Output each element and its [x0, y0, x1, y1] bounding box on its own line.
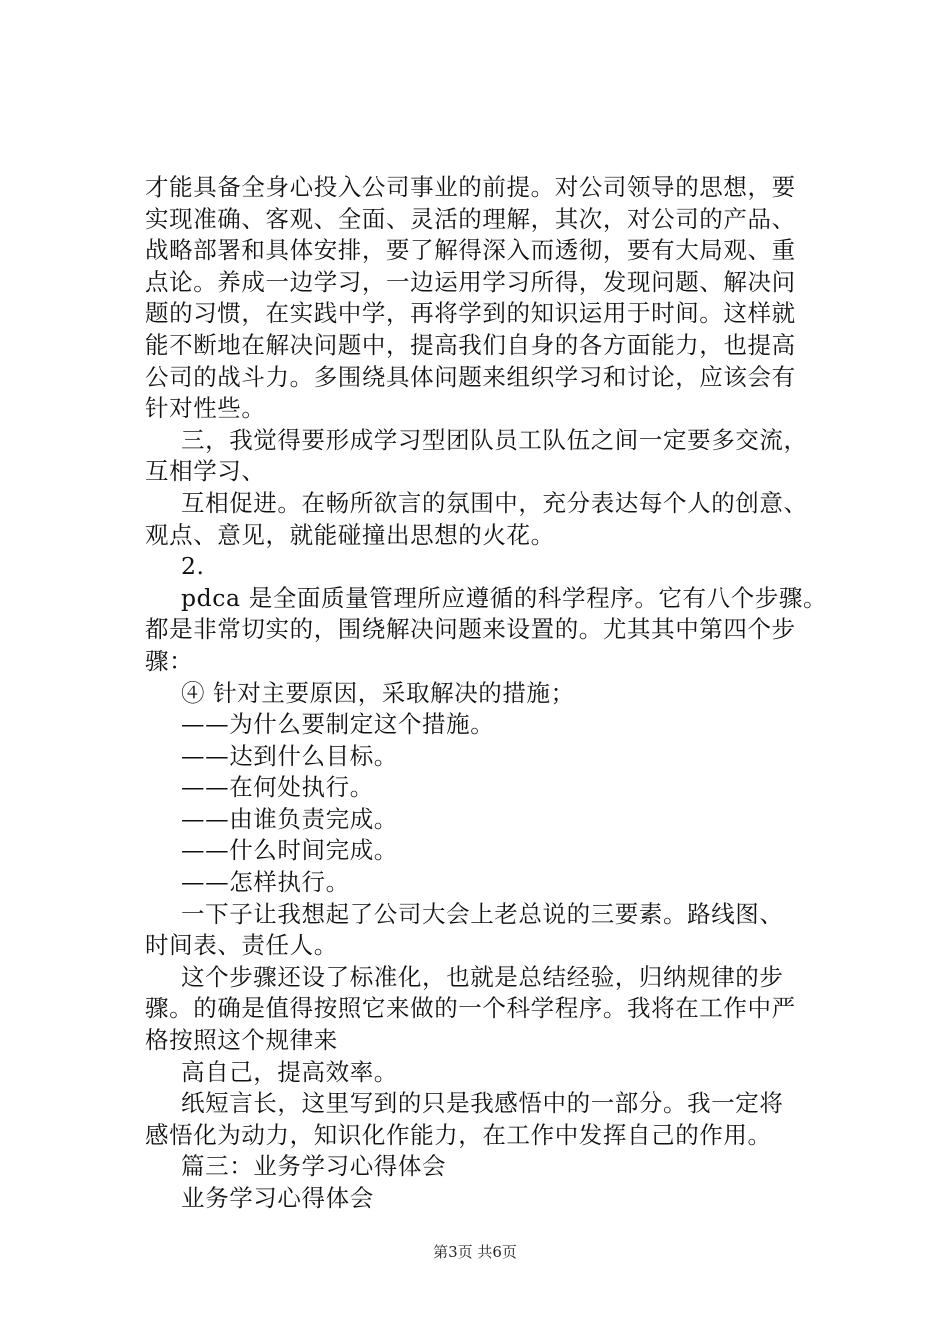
text-line: ——为什么要制定这个措施。: [181, 710, 495, 739]
text-line: 公司的战斗力。多围绕具体问题来组织学习和讨论，应该会有: [145, 362, 796, 391]
text-line: ——由谁负责完成。: [181, 804, 398, 833]
text-line: 都是非常切实的，围绕解决问题来设置的。尤其其中第四个步: [145, 615, 796, 644]
text-line: 感悟化为动力，知识化作能力，在工作中发挥自己的作用。: [145, 1120, 772, 1149]
text-line: 互相学习、: [145, 457, 266, 486]
document-body: [145, 172, 845, 1215]
text-line: 高自己，提高效率。: [181, 1057, 398, 1086]
text-line: 篇三：业务学习心得体会: [181, 1152, 447, 1181]
text-line: 三，我觉得要形成学习型团队员工队伍之间一定要多交流，: [181, 425, 808, 454]
text-line: ——什么时间完成。: [181, 836, 398, 865]
page-footer: 第3页 共6页: [433, 1243, 517, 1261]
text-line: 题的习惯，在实践中学，再将学到的知识运用于时间。这样就: [145, 299, 796, 328]
text-line: pdca 是全面质量管理所应遵循的科学程序。它有八个步骤。: [181, 583, 828, 612]
text-line: 时间表、责任人。: [145, 931, 338, 960]
text-line: 2.: [181, 552, 205, 581]
text-line: ④ 针对主要原因，采取解决的措施；: [181, 678, 575, 707]
text-line: 这个步骤还设了标准化，也就是总结经验，归纳规律的步: [181, 962, 784, 991]
text-line: ——怎样执行。: [181, 868, 350, 897]
text-line: 格按照这个规律来: [145, 1026, 338, 1055]
text-line: 一下子让我想起了公司大会上老总说的三要素。路线图、: [181, 899, 784, 928]
text-line: 实现准确、客观、全面、灵活的理解，其次，对公司的产品、: [145, 204, 796, 233]
text-line: 互相促进。在畅所欲言的氛围中，充分表达每个人的创意、: [181, 488, 808, 517]
text-line: 点论。养成一边学习，一边运用学习所得，发现问题、解决问: [145, 267, 796, 296]
text-line: 骤：: [145, 646, 194, 675]
text-line: 观点、意见，就能碰撞出思想的火花。: [145, 520, 555, 549]
text-line: ——在何处执行。: [181, 773, 374, 802]
text-line: ——达到什么目标。: [181, 741, 398, 770]
text-line: 骤。的确是值得按照它来做的一个科学程序。我将在工作中严: [145, 994, 796, 1023]
text-line: 纸短言长，这里写到的只是我感悟中的一部分。我一定将: [181, 1089, 784, 1118]
text-line: 业务学习心得体会: [181, 1184, 374, 1212]
text-line: 才能具备全身心投入公司事业的前提。对公司领导的思想，要: [145, 173, 796, 201]
text-line: 针对性些。: [145, 394, 266, 423]
text-line: 能不断地在解决问题中，提高我们自身的各方面能力，也提高: [145, 330, 796, 359]
text-line: 战略部署和具体安排，要了解得深入而透彻，要有大局观、重: [145, 236, 796, 265]
